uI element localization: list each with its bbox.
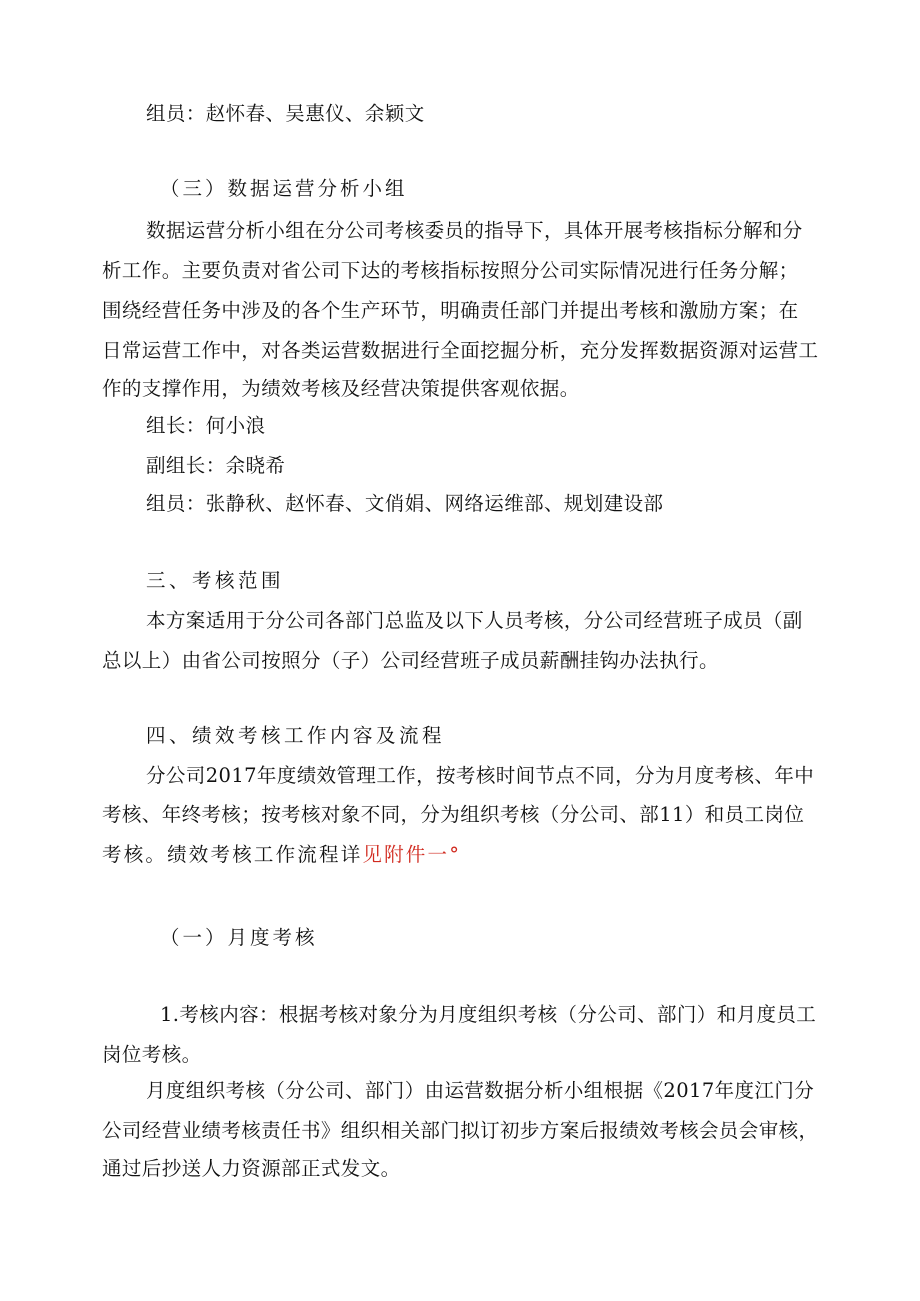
appendix-reference: 见附件一°	[362, 843, 462, 866]
paragraph-line: 日常运营工作中，对各类运营数据进行全面挖掘分析，充分发挥数据资源对运营工	[102, 339, 819, 362]
section-heading-scope: 三、考核范围	[146, 569, 285, 592]
paragraph-line: 数据运营分析小组在分公司考核委员的指导下，具体开展考核指标分解和分	[146, 219, 803, 242]
paragraph-line: 公司经营业绩考核责任书》组织相关部门拟订初步方案后报绩效考核会员会审核，	[102, 1119, 819, 1142]
paragraph-line	[102, 842, 461, 868]
paragraph-line: 考核、年终考核；按考核对象不同，分为组织考核（分公司、部11）和员工岗位	[102, 803, 805, 826]
section-heading-monthly: （一）月度考核	[160, 926, 318, 949]
leader-line: 组长：何小浪	[146, 414, 266, 437]
paragraph-line: 通过后抄送人力资源部正式发文。	[102, 1157, 401, 1180]
paragraph-line: 总以上）由省公司按照分（子）公司经营班子成员薪酬挂钩办法执行。	[102, 649, 719, 672]
paragraph-line: 本方案适用于分公司各部门总监及以下人员考核，分公司经营班子成员（副	[146, 609, 803, 632]
paragraph-line: 月度组织考核（分公司、部门）由运营数据分析小组根据《2017年度江门分	[146, 1079, 815, 1102]
list-item-line: 1.考核内容：根据考核对象分为月度组织考核（分公司、部门）和月度员工	[160, 1003, 817, 1026]
section-heading-data-analysis-group: （三）数据运营分析小组	[160, 177, 408, 200]
list-item-line: 岗位考核。	[102, 1043, 202, 1066]
deputy-leader-line: 副组长：余晓希	[146, 454, 286, 477]
paragraph-line: 作的支撑作用，为绩效考核及经营决策提供客观依据。	[102, 377, 580, 400]
paragraph-line: 围绕经营任务中涉及的各个生产环节，明确责任部门并提出考核和激励方案；在	[102, 299, 799, 322]
section-heading-process: 四、绩效考核工作内容及流程	[146, 724, 446, 747]
paragraph-line: 分公司2017年度绩效管理工作，按考核时间节点不同，分为月度考核、年中	[146, 764, 815, 787]
members-line: 组员：张静秋、赵怀春、文俏娟、网络运维部、规划建设部	[146, 492, 664, 515]
paragraph-line: 析工作。主要负责对省公司下达的考核指标按照分公司实际情况进行任务分解；	[102, 259, 799, 282]
process-text: 考核。绩效考核工作流程详	[102, 843, 363, 866]
members-line: 组员：赵怀春、吴惠仪、余颖文	[146, 102, 425, 125]
